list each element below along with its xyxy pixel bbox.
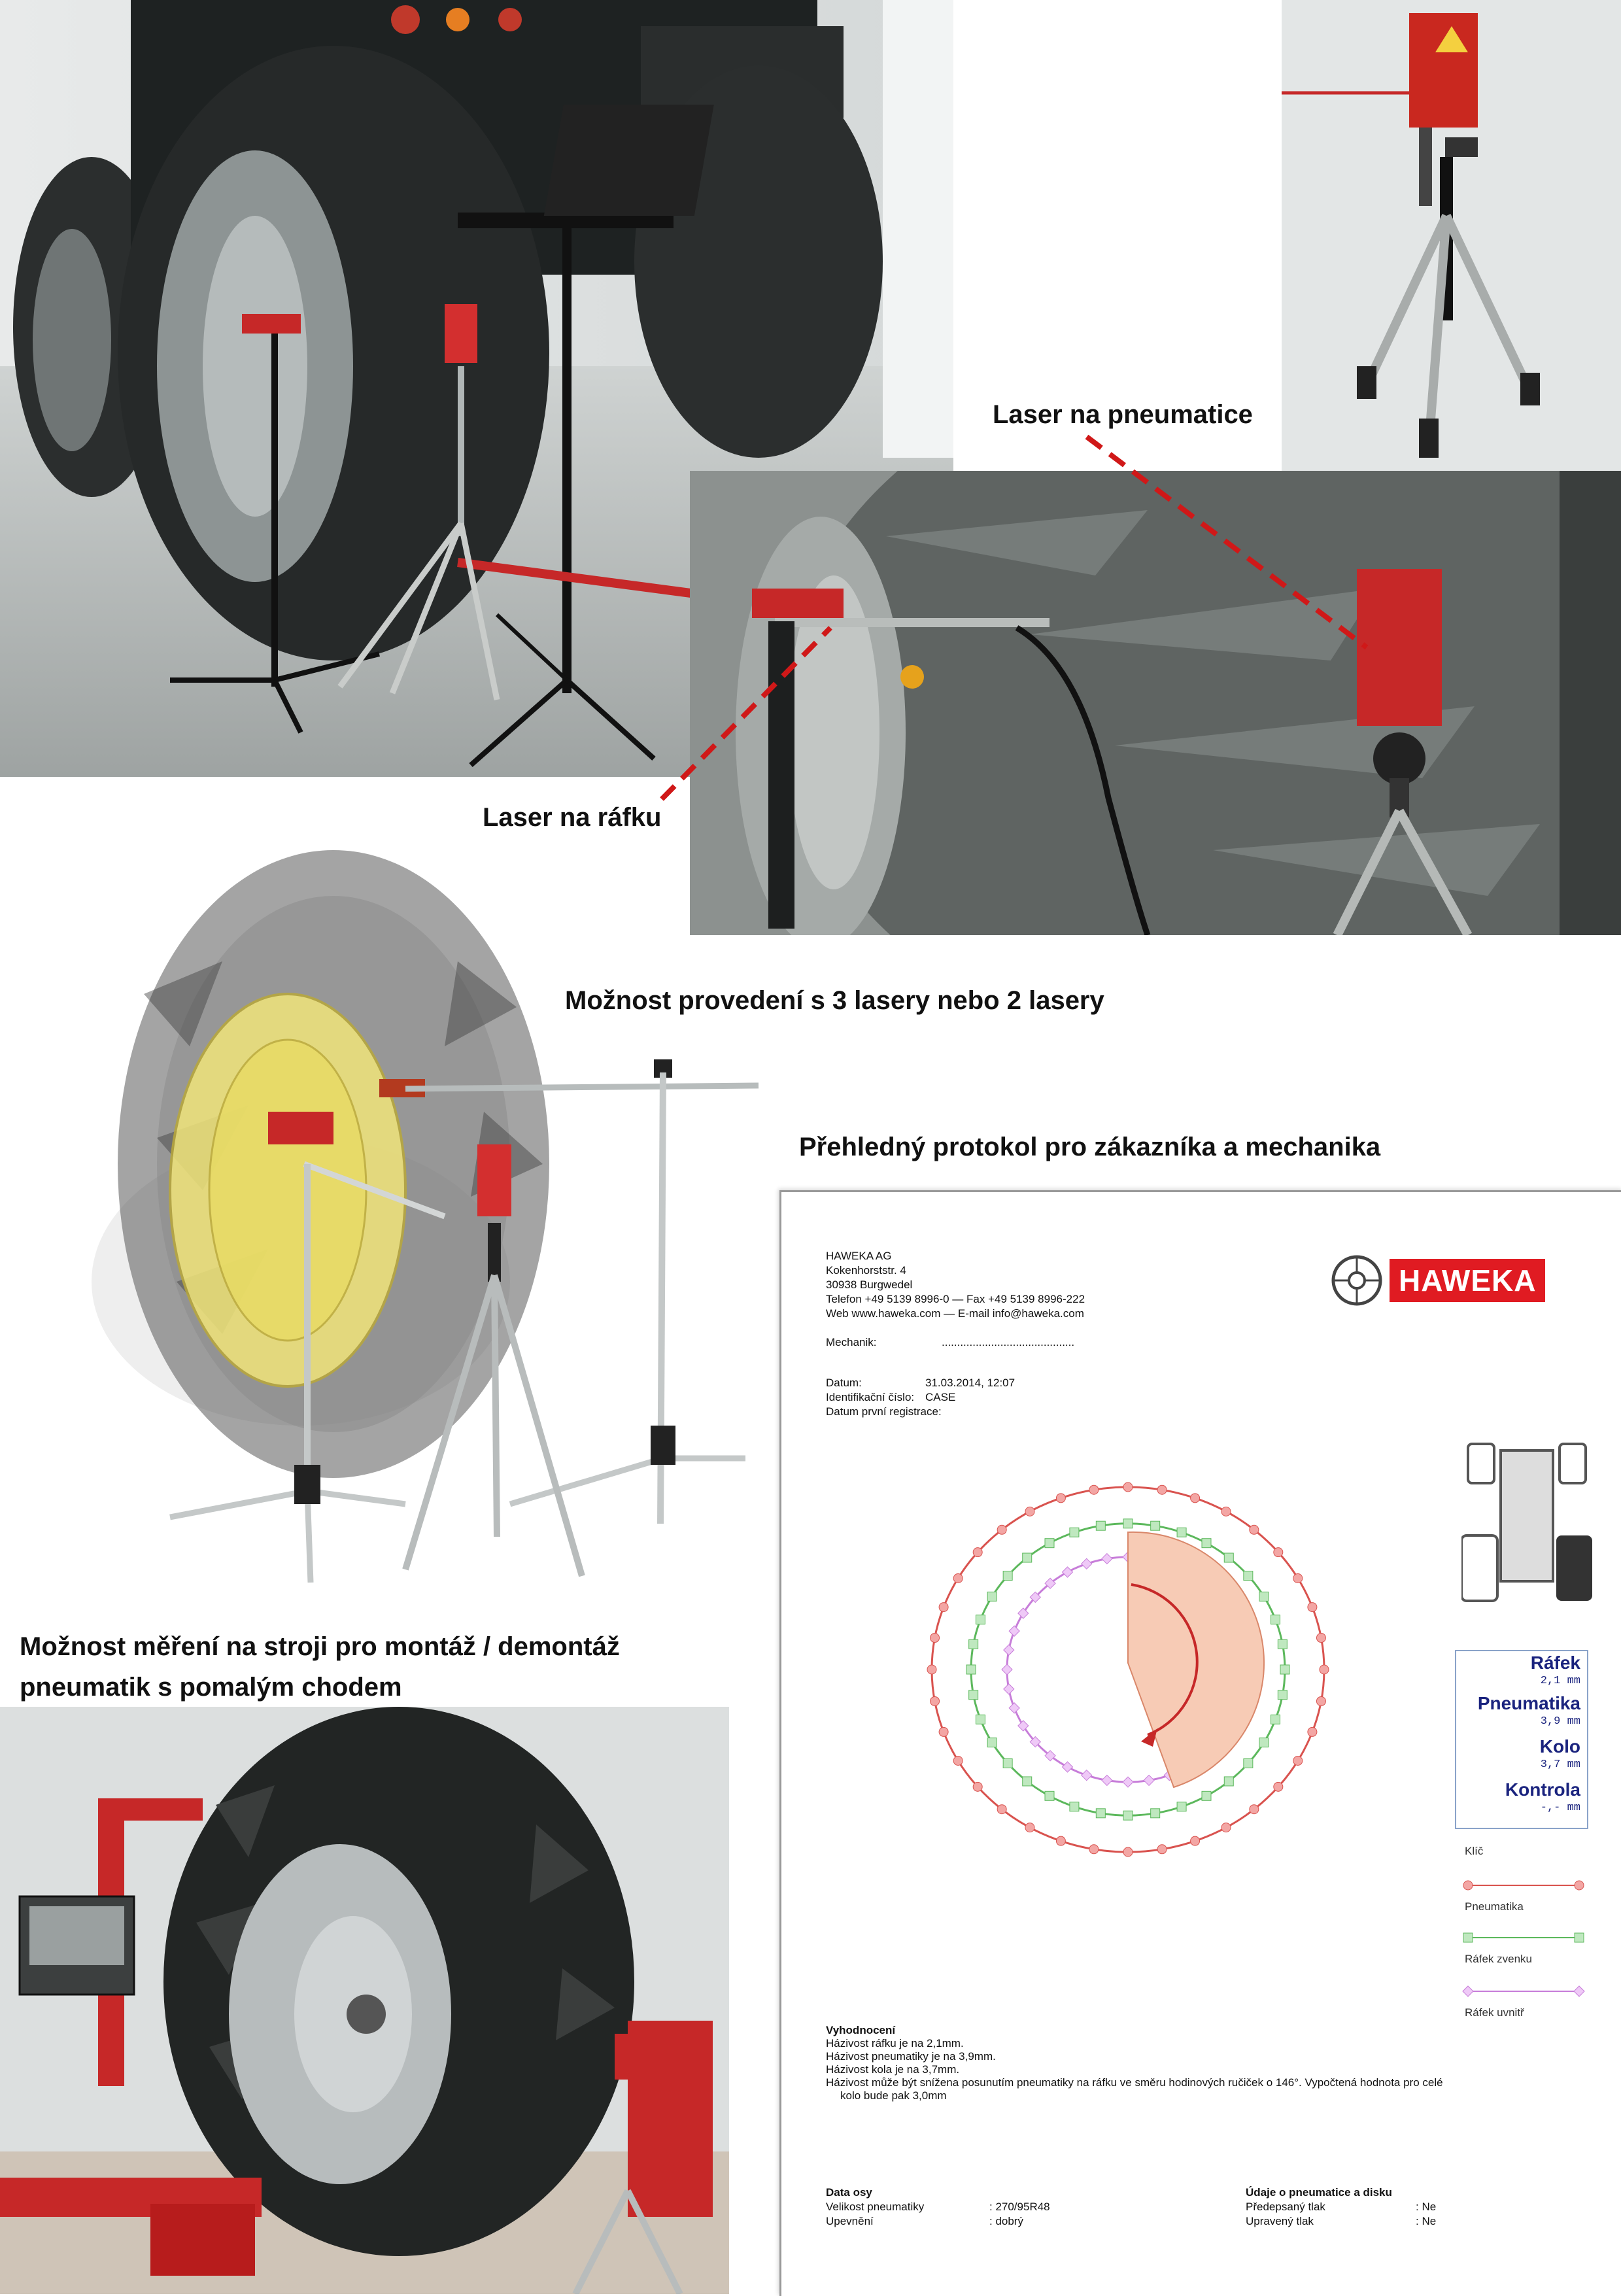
tire-marker <box>1123 1482 1133 1492</box>
rim-outer-marker <box>1278 1639 1287 1649</box>
tire-machine-photo <box>0 1707 729 2294</box>
pointer-lines <box>0 0 1621 850</box>
result-control-label: Kontrola <box>1505 1779 1580 1800</box>
tire-marker <box>1274 1548 1283 1557</box>
logo-text: HAWEKA <box>1390 1259 1545 1302</box>
result-wheel-value: 3,7 mm <box>1540 1758 1580 1771</box>
registration-label: Datum první registrace: <box>826 1405 942 1418</box>
tire-marker <box>939 1727 948 1736</box>
tire-marker <box>973 1548 982 1557</box>
haweka-logo <box>1331 1251 1579 1310</box>
arrow-head-icon <box>1141 1728 1157 1747</box>
rim-outer-marker <box>1003 1758 1012 1768</box>
rim-inner-marker <box>1082 1770 1092 1781</box>
pressure-adjusted-label: Upravený tlak <box>1246 2215 1314 2227</box>
legend-rim-inner-symbol <box>1461 1985 1586 1998</box>
result-control-value: -,- mm <box>1540 1802 1580 1814</box>
tire-marker <box>927 1665 936 1674</box>
rim-outer-marker <box>1045 1791 1054 1800</box>
rim-outer-marker <box>1023 1553 1032 1562</box>
rim-outer-marker <box>1151 1809 1160 1818</box>
rim-outer-marker <box>1278 1690 1287 1700</box>
caption-protocol: Přehledný protokol pro zákazníka a mechanika <box>799 1133 1381 1161</box>
tractor-topview-icon <box>1461 1437 1592 1607</box>
tire-marker <box>1308 1727 1317 1736</box>
tire-marker <box>1316 1696 1325 1705</box>
rim-outer-marker <box>976 1615 985 1624</box>
tire-marker <box>1221 1823 1231 1832</box>
tire-marker <box>997 1805 1006 1814</box>
rim-outer-marker <box>1224 1553 1233 1562</box>
company-web: Web www.haweka.com — E-mail info@haweka.com <box>826 1307 1084 1320</box>
rim-outer-marker <box>969 1690 978 1700</box>
rim-inner-marker <box>1082 1558 1092 1569</box>
rim-inner-marker <box>1009 1626 1019 1636</box>
tire-marker <box>930 1696 940 1705</box>
rim-inner-marker <box>1018 1721 1029 1731</box>
tire-marker <box>1089 1845 1099 1854</box>
result-wheel-label: Kolo <box>1539 1736 1580 1756</box>
rim-outer-marker <box>1123 1519 1133 1528</box>
eval-line-3: Házivost kola je na 3,7mm. <box>826 2063 960 2076</box>
rim-inner-marker <box>1004 1684 1014 1694</box>
rim-inner-marker <box>1144 1775 1154 1785</box>
rim-outer-marker <box>1280 1665 1289 1674</box>
rim-outer-marker <box>1224 1777 1233 1786</box>
rim-outer-marker <box>987 1592 997 1601</box>
tire-marker <box>1157 1485 1167 1494</box>
rim-outer-marker <box>976 1715 985 1724</box>
caption-machine-line2: pneumatik s pomalým chodem <box>20 1673 402 1702</box>
rim-inner-marker <box>1102 1775 1112 1785</box>
id-value: CASE <box>925 1391 956 1403</box>
caption-laser-rim: Laser na ráfku <box>483 803 662 832</box>
company-city: 30938 Burgwedel <box>826 1278 913 1291</box>
tire-marker <box>1089 1485 1099 1494</box>
caption-options: Možnost provedení s 3 lasery nebo 2 lasery <box>565 986 1104 1015</box>
mechanic-value: ........................................... <box>942 1336 1075 1348</box>
legend-tire-symbol <box>1461 1879 1586 1892</box>
tire-marker <box>1293 1756 1303 1766</box>
eval-title: Vyhodnocení <box>826 2024 896 2036</box>
rim-inner-marker <box>1009 1703 1019 1713</box>
rim-outer-marker <box>1070 1528 1079 1537</box>
result-rim-value: 2,1 mm <box>1540 1675 1580 1687</box>
wheel-illustration <box>92 798 765 1596</box>
rim-outer-marker <box>1259 1592 1269 1601</box>
company-street: Kokenhorststr. 4 <box>826 1264 906 1277</box>
tire-marker <box>953 1574 963 1583</box>
tire-marker <box>1191 1836 1200 1845</box>
rim-outer-marker <box>1202 1791 1211 1800</box>
rim-outer-marker <box>1202 1539 1211 1548</box>
result-tire-value: 3,9 mm <box>1540 1715 1580 1728</box>
axle-title: Data osy <box>826 2186 872 2199</box>
rim-outer-marker <box>1244 1758 1253 1768</box>
result-tire-label: Pneumatika <box>1477 1693 1580 1713</box>
rim-outer-marker <box>1123 1811 1133 1820</box>
rim-inner-marker <box>1018 1608 1029 1619</box>
tire-marker <box>953 1756 963 1766</box>
tire-marker <box>1320 1665 1329 1674</box>
pressure-adjusted-value: : Ne <box>1416 2215 1437 2227</box>
tire-disc-title: Údaje o pneumatice a disku <box>1246 2186 1392 2199</box>
rim-outer-marker <box>1096 1809 1105 1818</box>
tire-marker <box>1025 1507 1034 1516</box>
legend-rim-outer: Ráfek zvenku <box>1465 1953 1532 1965</box>
id-label: Identifikační číslo: <box>826 1391 915 1403</box>
tire-marker <box>1221 1507 1231 1516</box>
tire-marker <box>1250 1805 1259 1814</box>
rim-outer-marker <box>969 1639 978 1649</box>
tire-marker <box>1274 1782 1283 1791</box>
wheel-logo-icon <box>1331 1254 1383 1307</box>
protocol-document <box>779 1190 1621 2296</box>
rim-outer-marker <box>1023 1777 1032 1786</box>
results-box <box>1455 1650 1588 1829</box>
pressure-required-value: : Ne <box>1416 2201 1437 2213</box>
tire-marker <box>1056 1494 1065 1503</box>
eval-line-1: Házivost ráfku je na 2,1mm. <box>826 2037 964 2049</box>
rim-outer-marker <box>1177 1802 1186 1811</box>
tire-marker <box>1056 1836 1065 1845</box>
rim-outer-marker <box>1177 1528 1186 1537</box>
rim-outer-marker <box>1045 1539 1054 1548</box>
rim-outer-marker <box>966 1665 976 1674</box>
date-value: 31.03.2014, 12:07 <box>925 1377 1015 1389</box>
rim-inner-marker <box>1123 1777 1133 1787</box>
eval-line-2: Házivost pneumatiky je na 3,9mm. <box>826 2050 996 2063</box>
pressure-required-label: Předepsaný tlak <box>1246 2201 1325 2213</box>
tire-marker <box>1191 1494 1200 1503</box>
rim-inner-marker <box>1004 1645 1014 1655</box>
mount-value: : dobrý <box>989 2215 1023 2227</box>
tire-marker <box>1316 1634 1325 1643</box>
rim-outer-marker <box>987 1738 997 1747</box>
eval-line-5: kolo bude pak 3,0mm <box>840 2089 947 2102</box>
tire-marker <box>1025 1823 1034 1832</box>
mechanic-label: Mechanik: <box>826 1336 877 1348</box>
legend-rim-inner: Ráfek uvnitř <box>1465 2006 1524 2019</box>
tire-marker <box>1308 1603 1317 1612</box>
tire-marker <box>973 1782 982 1791</box>
tire-marker <box>930 1634 940 1643</box>
legend-title: Klíč <box>1465 1845 1484 1857</box>
date-label: Datum: <box>826 1377 862 1389</box>
caption-laser-tire: Laser na pneumatice <box>993 400 1253 429</box>
rim-inner-marker <box>1102 1554 1112 1564</box>
tire-size-value: : 270/95R48 <box>989 2201 1050 2213</box>
tire-marker <box>997 1525 1006 1534</box>
tire-marker <box>1250 1525 1259 1534</box>
rim-inner-marker <box>1002 1664 1012 1675</box>
rim-outer-marker <box>1271 1715 1280 1724</box>
rim-outer-marker <box>1070 1802 1079 1811</box>
rim-inner-marker <box>1063 1567 1073 1577</box>
rim-outer-marker <box>1271 1615 1280 1624</box>
mount-label: Upevnění <box>826 2215 874 2227</box>
rim-outer-marker <box>1151 1521 1160 1530</box>
rim-outer-marker <box>1003 1571 1012 1581</box>
runout-diagram <box>866 1454 1403 1925</box>
tire-size-label: Velikost pneumatiky <box>826 2201 925 2213</box>
rim-outer-marker <box>1244 1571 1253 1581</box>
tire-marker <box>1123 1847 1133 1857</box>
legend-tire: Pneumatika <box>1465 1900 1524 1913</box>
caption-machine-line1: Možnost měření na stroji pro montáž / demontáž <box>20 1632 620 1661</box>
tire-marker <box>939 1603 948 1612</box>
rim-inner-marker <box>1063 1762 1073 1772</box>
legend-rim-outer-symbol <box>1461 1931 1586 1944</box>
tire-marker <box>1157 1845 1167 1854</box>
company-name: HAWEKA AG <box>826 1250 892 1262</box>
company-phone: Telefon +49 5139 8996-0 — Fax +49 5139 8996-222 <box>826 1293 1085 1305</box>
result-rim-label: Ráfek <box>1530 1653 1580 1673</box>
rim-outer-marker <box>1096 1521 1105 1530</box>
rim-outer-marker <box>1259 1738 1269 1747</box>
tire-marker <box>1293 1574 1303 1583</box>
eval-line-4: Házivost může být snížena posunutím pneumatiky na ráfku ve směru hodinových ručiček o 146°. Vypočtená hodnota pro celé <box>826 2076 1443 2089</box>
